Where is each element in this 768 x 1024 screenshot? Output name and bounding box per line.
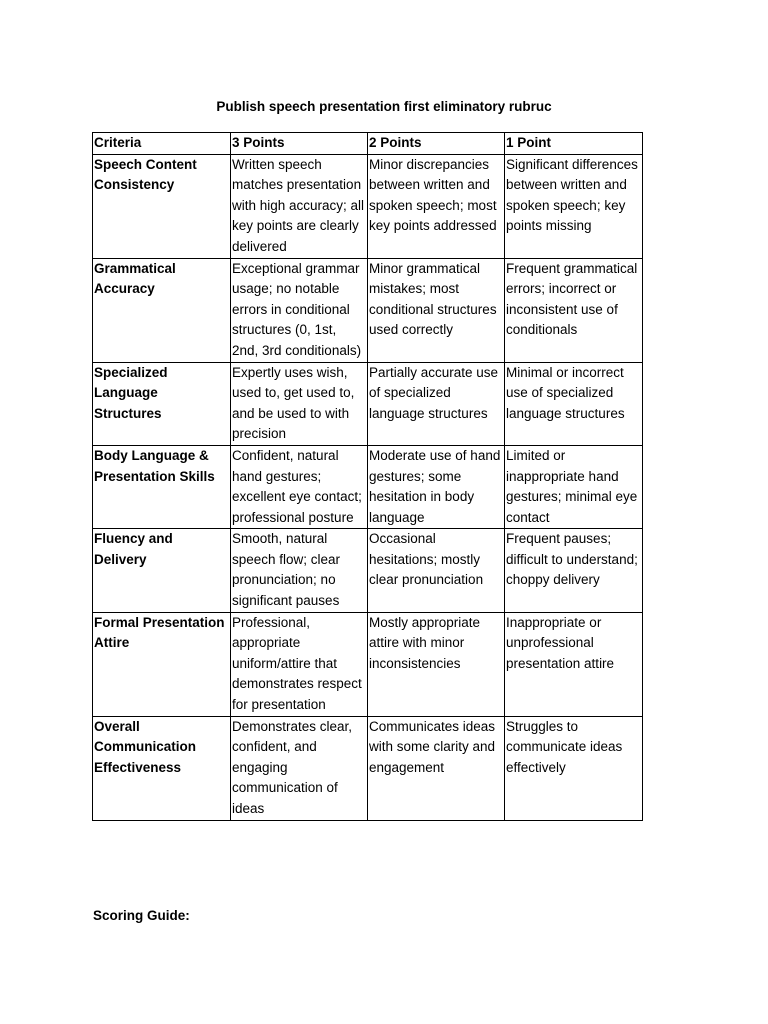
points-3-cell: Smooth, natural speech flow; clear pronunciation; no significant pauses <box>231 529 368 612</box>
points-1-cell: Inappropriate or unprofessional presentation attire <box>505 612 643 716</box>
criteria-cell: Grammatical Accuracy <box>93 258 231 362</box>
table-row <box>93 154 643 258</box>
points-1-cell: Struggles to communicate ideas effectively <box>505 716 643 820</box>
points-1-cell: Minimal or incorrect use of specialized language structures <box>505 362 643 445</box>
points-3-cell: Confident, natural hand gestures; excellent eye contact; professional posture <box>231 445 368 528</box>
points-2-cell: Minor discrepancies between written and spoken speech; most key points addressed <box>368 154 505 258</box>
header-3-points: 3 Points <box>231 133 368 155</box>
scoring-guide-heading: Scoring Guide: <box>93 908 190 923</box>
points-3-cell: Written speech matches presentation with high accuracy; all key points are clearly delivered <box>231 154 368 258</box>
criteria-cell: Speech Content Consistency <box>93 154 231 258</box>
header-2-points: 2 Points <box>368 133 505 155</box>
header-row <box>93 133 643 155</box>
table-row <box>93 445 643 528</box>
points-2-cell: Occasional hesitations; mostly clear pronunciation <box>368 529 505 612</box>
criteria-cell: Fluency and Delivery <box>93 529 231 612</box>
points-3-cell: Exceptional grammar usage; no notable errors in conditional structures (0, 1st, 2nd, 3rd conditionals) <box>231 258 368 362</box>
criteria-cell: Specialized Language Structures <box>93 362 231 445</box>
points-1-cell: Frequent pauses; difficult to understand; choppy delivery <box>505 529 643 612</box>
points-2-cell: Mostly appropriate attire with minor inconsistencies <box>368 612 505 716</box>
points-2-cell: Minor grammatical mistakes; most conditional structures used correctly <box>368 258 505 362</box>
table-row <box>93 362 643 445</box>
points-3-cell: Expertly uses wish, used to, get used to, and be used to with precision <box>231 362 368 445</box>
table-row <box>93 716 643 820</box>
table-row <box>93 258 643 362</box>
criteria-cell: Formal Presentation Attire <box>93 612 231 716</box>
table-row <box>93 612 643 716</box>
rubric-table <box>92 132 643 821</box>
points-2-cell: Communicates ideas with some clarity and engagement <box>368 716 505 820</box>
points-3-cell: Demonstrates clear, confident, and engaging communication of ideas <box>231 716 368 820</box>
points-2-cell: Moderate use of hand gestures; some hesitation in body language <box>368 445 505 528</box>
points-1-cell: Significant differences between written and spoken speech; key points missing <box>505 154 643 258</box>
criteria-cell: Overall Communication Effectiveness <box>93 716 231 820</box>
points-2-cell: Partially accurate use of specialized language structures <box>368 362 505 445</box>
header-1-point: 1 Point <box>505 133 643 155</box>
header-criteria: Criteria <box>93 133 231 155</box>
table-row <box>93 529 643 612</box>
points-1-cell: Frequent grammatical errors; incorrect or inconsistent use of conditionals <box>505 258 643 362</box>
points-3-cell: Professional, appropriate uniform/attire that demonstrates respect for presentation <box>231 612 368 716</box>
page-title: Publish speech presentation first eliminatory rubruc <box>216 99 552 114</box>
points-1-cell: Limited or inappropriate hand gestures; minimal eye contact <box>505 445 643 528</box>
criteria-cell: Body Language & Presentation Skills <box>93 445 231 528</box>
